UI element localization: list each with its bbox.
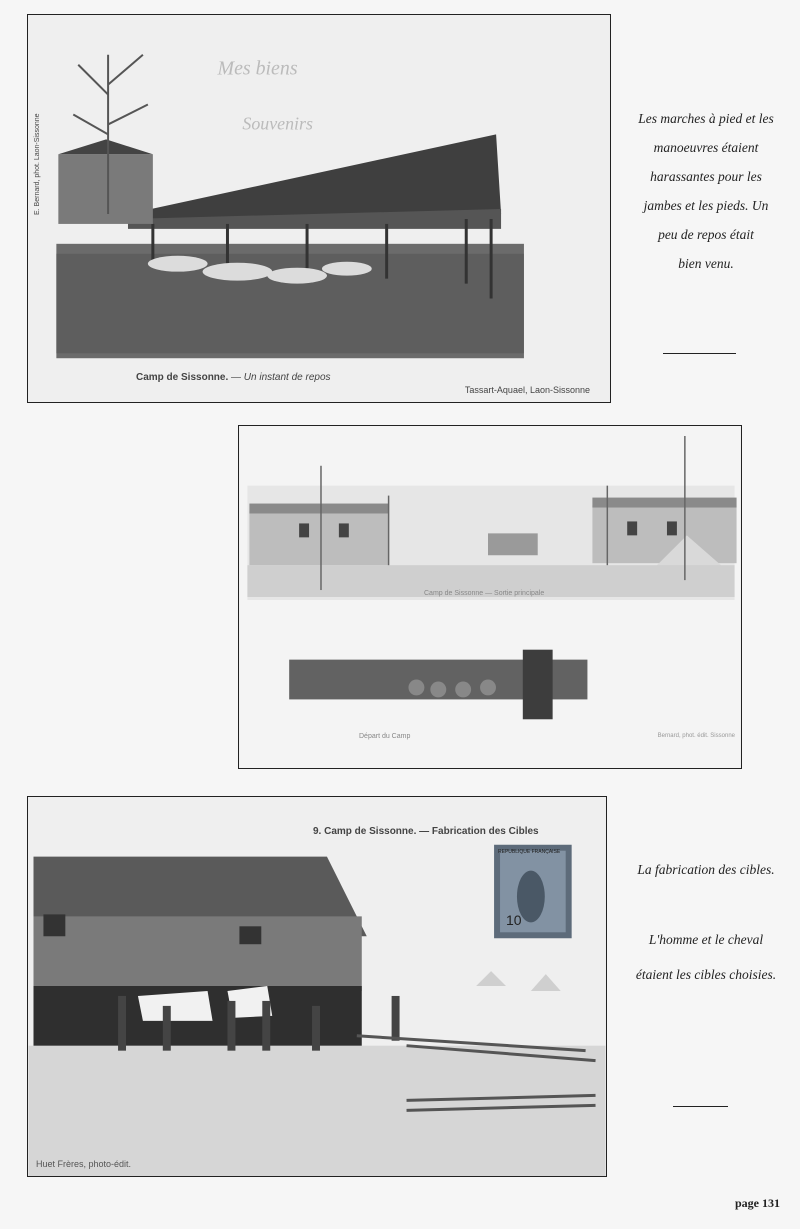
postcard-camp-photo <box>238 425 742 769</box>
upper-caption-line-4: jambes et les pieds. Un <box>643 198 769 213</box>
upper-caption-line-5: peu de repos était <box>658 227 754 242</box>
upper-caption-line-2: manoeuvres étaient <box>653 140 759 155</box>
upper-caption-line-3: harassantes pour les <box>650 169 762 184</box>
handwriting-1: Mes biens <box>217 57 298 80</box>
lower-caption-line-1: La fabrication des cibles. <box>637 862 775 877</box>
rest-scene-illustration <box>28 15 610 402</box>
upper-caption-line-1: Les marches à pied et les <box>638 111 774 126</box>
postcard-3-publisher: Huet Frères, photo-édit. <box>36 1159 132 1169</box>
postcard-3-stamp-country: REPUBLIQUE FRANÇAISE <box>498 849 561 855</box>
postcard-3-title: 9. Camp de Sissonne. — Fabrication des Cibles <box>313 826 539 837</box>
postcard-2-publisher: Bernard, phot. édit. Sissonne <box>657 733 735 739</box>
lower-caption-line-2: L'homme et le cheval <box>648 932 764 947</box>
upper-divider <box>663 353 736 354</box>
postcard-rest-photo <box>27 14 611 403</box>
upper-caption-line-6: bien venu. <box>678 256 734 271</box>
postcard-3-stamp-value: 10 <box>506 912 522 928</box>
postcard-1-publisher: Tassart-Aquael, Laon-Sissonne <box>464 385 590 395</box>
postcard-targets-photo <box>27 796 607 1177</box>
postcard-2-top-caption: Camp de Sissonne — Sortie principale <box>424 590 545 597</box>
handwriting-2: Souvenirs <box>242 113 313 134</box>
camp-scene-illustration <box>239 426 741 768</box>
postcard-1-title: Camp de Sissonne. — Un instant de repos <box>136 372 331 383</box>
postcard-2-bottom-caption: Départ du Camp <box>359 733 411 740</box>
page-number: page 131 <box>735 1196 780 1210</box>
lower-divider <box>673 1106 728 1107</box>
postcard-1-side-print: E. Bernard, phot. Laon-Sissonne <box>34 113 41 215</box>
upper-caption-block <box>617 104 795 278</box>
lower-caption-line-3: étaient les cibles choisies. <box>635 967 777 982</box>
